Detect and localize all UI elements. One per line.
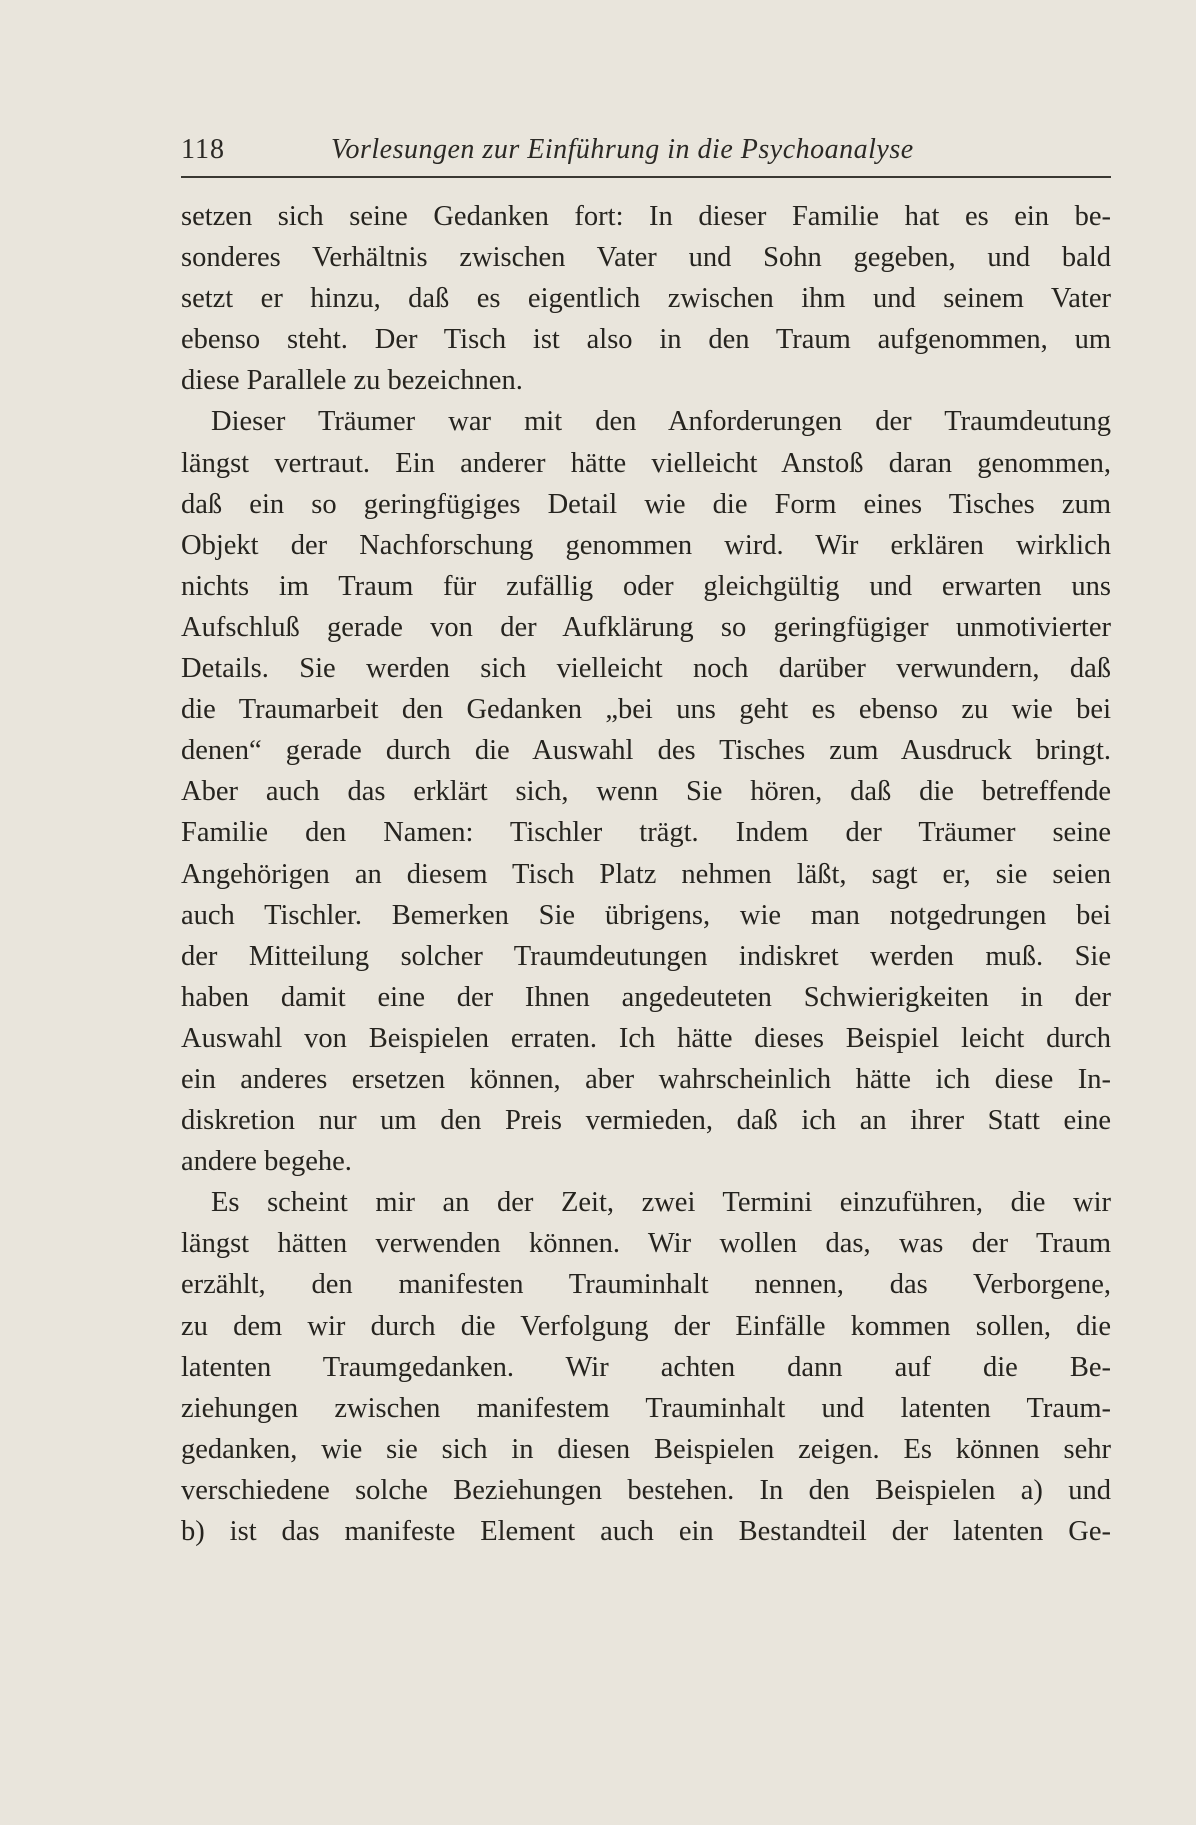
text-line: andere begehe. <box>181 1146 352 1178</box>
text-line: diese Parallele zu bezeichnen. <box>181 365 523 397</box>
body-text <box>181 196 1111 1552</box>
text-line: längst vertraut. Ein anderer hätte vielleicht Anstoß daran genommen, <box>181 447 1111 479</box>
text-line: b) ist das manifeste Element auch ein Bestandteil der latenten Ge- <box>181 1516 1111 1547</box>
paragraph-3 <box>181 1182 1111 1552</box>
page-header <box>181 130 1111 174</box>
text-line: Aber auch das erklärt sich, wenn Sie hören, daß die betreffende <box>181 776 1111 808</box>
text-line: haben damit eine der Ihnen angedeuteten Schwierigkeiten in der <box>181 981 1111 1013</box>
text-line: die Traumarbeit den Gedanken „bei uns geht es ebenso zu wie bei <box>181 694 1111 726</box>
text-line: setzt er hinzu, daß es eigentlich zwischen ihm und seinem Vater <box>181 283 1111 315</box>
text-line: längst hätten verwenden können. Wir wollen das, was der Traum <box>181 1228 1111 1260</box>
text-line: Auswahl von Beispielen erraten. Ich hätte dieses Beispiel leicht durch <box>181 1022 1111 1054</box>
text-line: sonderes Verhältnis zwischen Vater und Sohn gegeben, und bald <box>181 242 1111 274</box>
text-line: auch Tischler. Bemerken Sie übrigens, wie man notgedrungen bei <box>181 899 1111 931</box>
text-line: Es scheint mir an der Zeit, zwei Termini einzuführen, die wir <box>211 1187 1111 1219</box>
text-line: Details. Sie werden sich vielleicht noch darüber verwundern, daß <box>181 653 1111 685</box>
text-line: Familie den Namen: Tischler trägt. Indem der Träumer seine <box>181 817 1111 849</box>
text-line: diskretion nur um den Preis vermieden, daß ich an ihrer Statt eine <box>181 1105 1111 1137</box>
text-line: ziehungen zwischen manifestem Trauminhalt und latenten Traum- <box>181 1392 1111 1424</box>
text-line: nichts im Traum für zufällig oder gleichgültig und erwarten uns <box>181 570 1111 602</box>
text-line: denen“ gerade durch die Auswahl des Tisches zum Ausdruck bringt. <box>181 735 1111 767</box>
text-line: Dieser Träumer war mit den Anforderungen der Traumdeutung <box>211 406 1111 438</box>
text-line: Aufschluß gerade von der Aufklärung so geringfügiger unmotivierter <box>181 611 1111 643</box>
running-title: Vorlesungen zur Einführung in die Psychoanalyse <box>331 134 914 165</box>
paragraph-1 <box>181 196 1111 401</box>
text-line: daß ein so geringfügiges Detail wie die Form eines Tisches zum <box>181 488 1111 520</box>
text-line: latenten Traumgedanken. Wir achten dann auf die Be- <box>181 1351 1111 1383</box>
text-line: ein anderes ersetzen können, aber wahrscheinlich hätte ich diese In- <box>181 1063 1111 1095</box>
text-line: ebenso steht. Der Tisch ist also in den Traum aufgenommen, um <box>181 324 1111 356</box>
header-rule <box>181 176 1111 178</box>
text-line: setzen sich seine Gedanken fort: In dieser Familie hat es ein be- <box>181 201 1111 232</box>
text-line: gedanken, wie sie sich in diesen Beispielen zeigen. Es können sehr <box>181 1433 1111 1465</box>
text-line: Angehörigen an diesem Tisch Platz nehmen läßt, sagt er, sie seien <box>181 858 1111 890</box>
text-line: zu dem wir durch die Verfolgung der Einfälle kommen sollen, die <box>181 1310 1111 1342</box>
page-number: 118 <box>181 134 225 165</box>
paragraph-2 <box>181 401 1111 1182</box>
text-line: erzählt, den manifesten Trauminhalt nennen, das Verborgene, <box>181 1269 1111 1301</box>
text-line: der Mitteilung solcher Traumdeutungen indiskret werden muß. Sie <box>181 940 1111 972</box>
text-line: Objekt der Nachforschung genommen wird. Wir erklären wirklich <box>181 529 1111 561</box>
text-line: verschiedene solche Beziehungen bestehen. In den Beispielen a) und <box>181 1474 1111 1506</box>
